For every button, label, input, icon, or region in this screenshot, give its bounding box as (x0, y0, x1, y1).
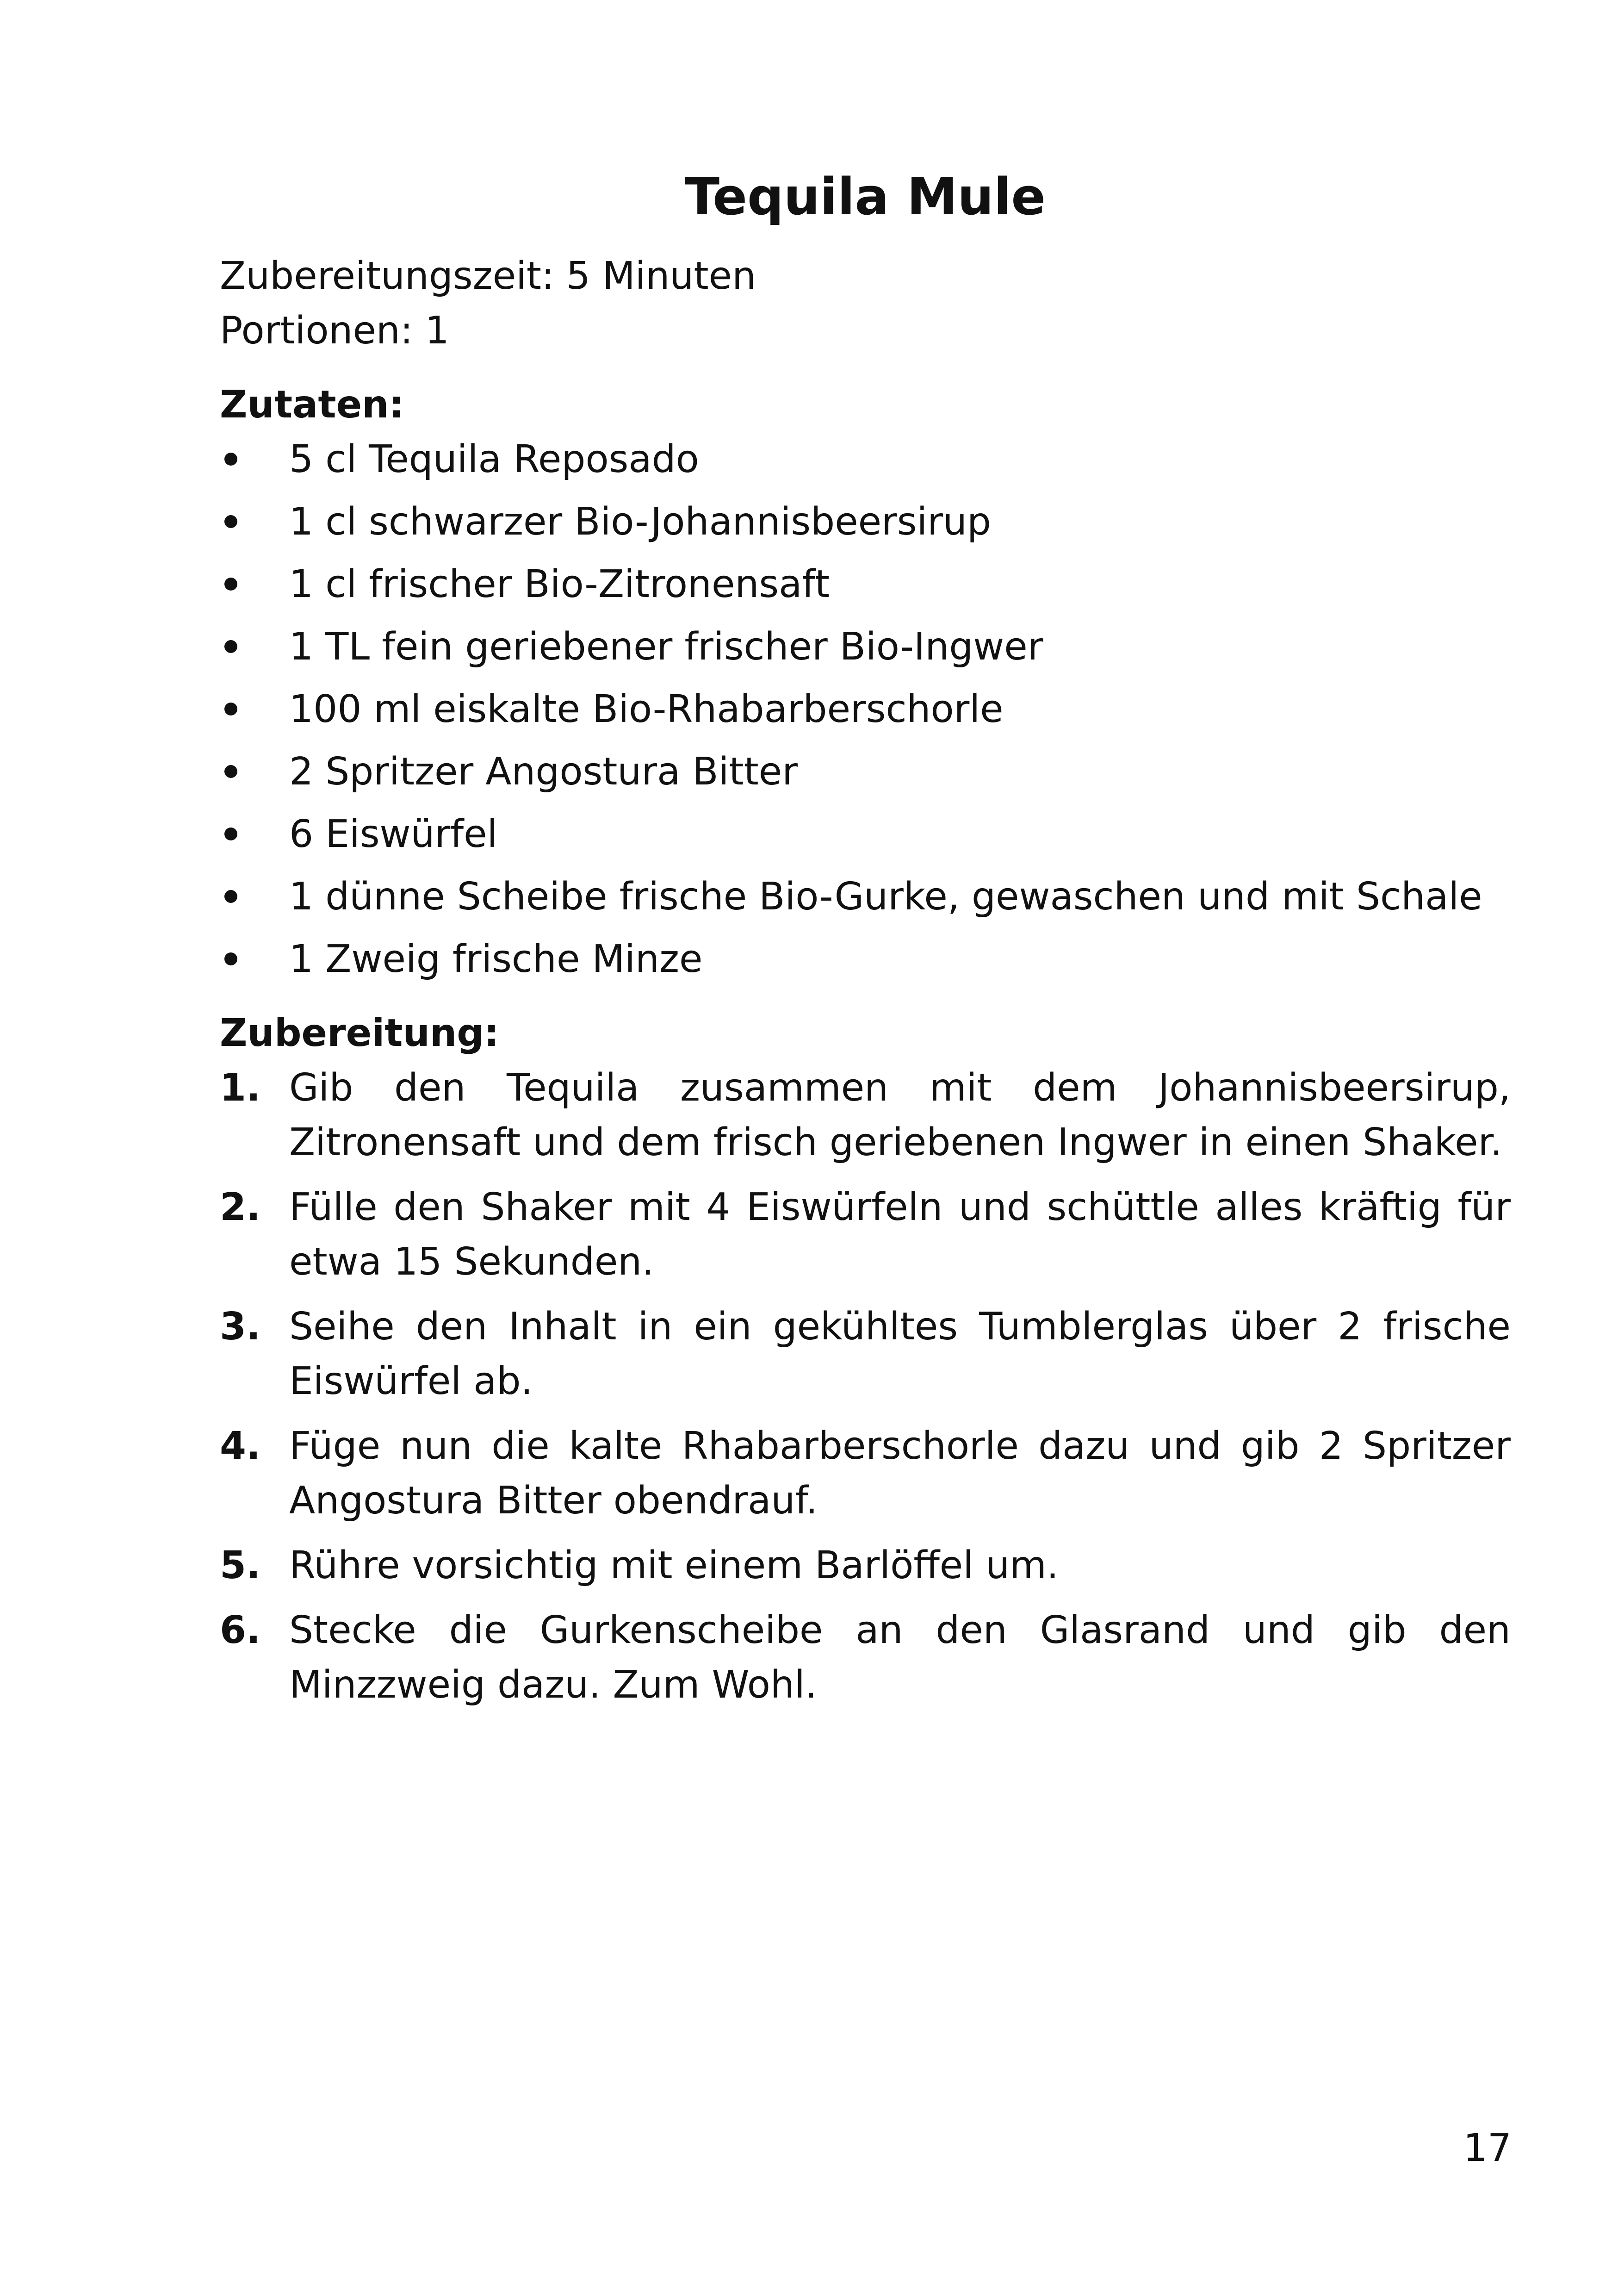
bullet-icon (224, 515, 237, 528)
step-number: 1. (220, 1066, 261, 1110)
bullet-icon (224, 703, 237, 716)
ingredient-text: 100 ml eiskalte Bio-Rhabarberschorle (289, 687, 1004, 731)
ingredient-item (220, 870, 1511, 924)
bullet-icon (224, 765, 237, 778)
bullet-icon (224, 828, 237, 840)
step-text: Fülle den Shaker mit 4 Eiswürfeln und schüttle alles kräftig für etwa 15 Sekunden. (289, 1185, 1511, 1284)
ingredients-list (220, 432, 1511, 987)
step-text: Rühre vorsichtig mit einem Barlöffel um. (289, 1543, 1059, 1587)
steps-list (220, 1061, 1511, 1712)
ingredient-text: 2 Spritzer Angostura Bitter (289, 750, 798, 794)
step-item (220, 1061, 1511, 1170)
step-item (220, 1300, 1511, 1409)
step-number: 6. (220, 1608, 261, 1652)
ingredient-item (220, 557, 1511, 612)
recipe-content (220, 162, 1511, 1723)
ingredient-item (220, 620, 1511, 674)
step-item (220, 1538, 1511, 1593)
bullet-icon (224, 578, 237, 591)
ingredient-item (220, 932, 1511, 987)
ingredient-item (220, 682, 1511, 737)
step-item (220, 1180, 1511, 1289)
ingredient-text: 1 TL fein geriebener frischer Bio-Ingwer (289, 625, 1043, 669)
ingredient-text: 6 Eiswürfel (289, 812, 498, 856)
step-number: 5. (220, 1543, 261, 1587)
ingredient-text: 1 dünne Scheibe frische Bio-Gurke, gewaschen und mit Schale (289, 875, 1482, 919)
step-number: 4. (220, 1424, 261, 1468)
ingredient-item (220, 807, 1511, 862)
ingredient-text: 1 Zweig frische Minze (289, 937, 703, 981)
recipe-title: Tequila Mule (684, 167, 1046, 226)
ingredient-item (220, 745, 1511, 799)
ingredient-item (220, 495, 1511, 549)
step-number: 3. (220, 1305, 261, 1349)
step-text: Füge nun die kalte Rhabarberschorle dazu und gib 2 Spritzer Angostura Bitter obendrauf. (289, 1424, 1511, 1523)
step-text: Gib den Tequila zusammen mit dem Johannisbeersirup, Zitronensaft und dem frisch geriebenen Ingwer in einen Shaker. (289, 1066, 1511, 1164)
step-text: Stecke die Gurkenscheibe an den Glasrand und gib den Minzzweig dazu. Zum Wohl. (289, 1608, 1511, 1707)
servings: Portionen: 1 (220, 309, 449, 353)
ingredient-text: 1 cl frischer Bio-Zitronensaft (289, 562, 830, 606)
step-text: Seihe den Inhalt in ein gekühltes Tumblerglas über 2 frische Eiswürfel ab. (289, 1305, 1511, 1403)
ingredient-text: 5 cl Tequila Reposado (289, 437, 699, 481)
step-item (220, 1603, 1511, 1712)
ingredient-item (220, 432, 1511, 487)
step-item (220, 1419, 1511, 1528)
bullet-icon (224, 890, 237, 903)
bullet-icon (224, 640, 237, 653)
ingredients-heading: Zutaten: (220, 383, 404, 427)
bullet-icon (224, 952, 237, 965)
bullet-icon (224, 453, 237, 466)
prep-time: Zubereitungszeit: 5 Minuten (220, 254, 756, 298)
ingredient-text: 1 cl schwarzer Bio-Johannisbeersirup (289, 500, 992, 544)
page-number: 17 (1463, 2126, 1512, 2170)
steps-heading: Zubereitung: (220, 1011, 499, 1055)
step-number: 2. (220, 1185, 261, 1229)
